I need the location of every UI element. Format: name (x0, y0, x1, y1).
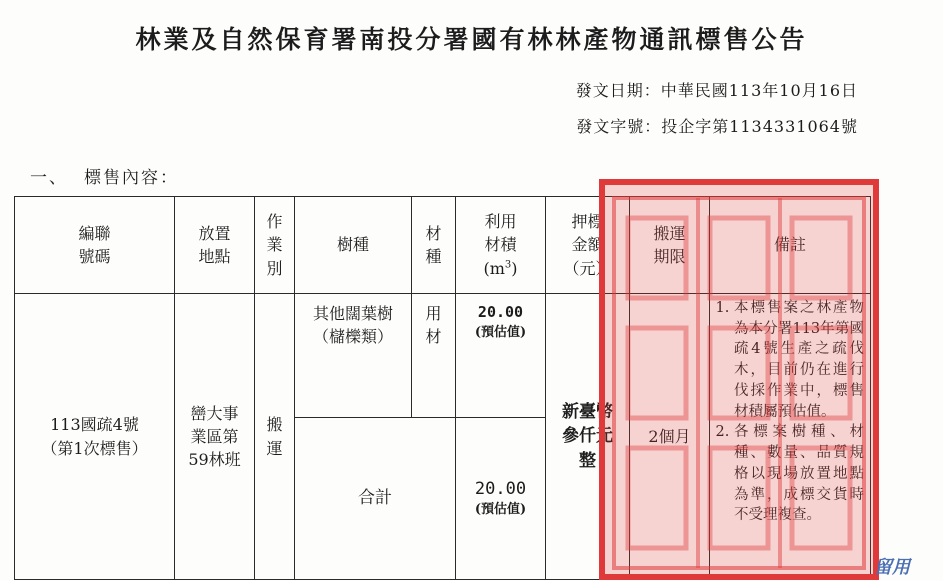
header-volume (456, 197, 546, 294)
header-operation-type: 作 業 別 (255, 197, 295, 294)
total-label: 合計 (295, 418, 456, 580)
header-period: 搬運 期限 (630, 197, 710, 294)
section-number: 一、 (30, 168, 68, 188)
section-heading (30, 163, 179, 188)
page-title: 林業及自然保育署南投分署國有林林產物通訊標售公告 (135, 25, 808, 54)
cell-deposit: 新臺幣 參仟元 整 (546, 294, 630, 580)
remark-item: 1. 本標售案之林產物為本分署113年第國疏4號生產之疏伐木，目前仍在進行伐採作業中，標售材積屬預估值。 (734, 298, 864, 422)
table-row (15, 294, 871, 418)
total-volume (456, 418, 546, 580)
cell-location: 巒大事 業區第 59林班 (175, 294, 255, 580)
volume-estimate-note: (預估值) (474, 324, 527, 340)
cell-species: 其他闊葉樹 （櫧櫟類） (295, 294, 412, 418)
header-volume-unit: $(m^3)$ (483, 258, 518, 278)
volume-value: 20.00 (477, 303, 524, 321)
remark-item: 2. 各標案樹種、材種、數量、品質規格以現場放置地點為準，成標交貨時不受理複查。 (734, 422, 864, 526)
cell-period: 2個月 (630, 294, 710, 580)
table-header-row (15, 197, 871, 294)
header-remarks: 備註 (710, 197, 871, 294)
bid-table (14, 196, 871, 580)
header-deposit: 押標 金額 （元） (546, 197, 630, 294)
header-material: 材 種 (412, 197, 456, 294)
blue-stamp-mark: 留用 (874, 557, 910, 578)
cell-id: 113國疏4號 （第1次標售） (15, 294, 175, 580)
cell-material: 用 材 (412, 294, 456, 418)
header-location: 放置 地點 (175, 197, 255, 294)
header-volume-label: 利用 材積 (484, 212, 517, 255)
cell-volume (456, 294, 546, 418)
header-species: 樹種 (295, 197, 412, 294)
total-volume-value: 20.00 (474, 478, 527, 499)
issue-number: 發文字號：投企字第1134331064號 (576, 117, 858, 136)
section-label: 標售內容： (84, 168, 179, 188)
cell-operation-type: 搬 運 (255, 294, 295, 580)
header-id: 編聯 號碼 (15, 197, 175, 294)
cell-remarks (710, 294, 871, 580)
issue-date: 發文日期：中華民國113年10月16日 (575, 81, 858, 100)
total-volume-estimate-note: (預估值) (474, 502, 527, 518)
